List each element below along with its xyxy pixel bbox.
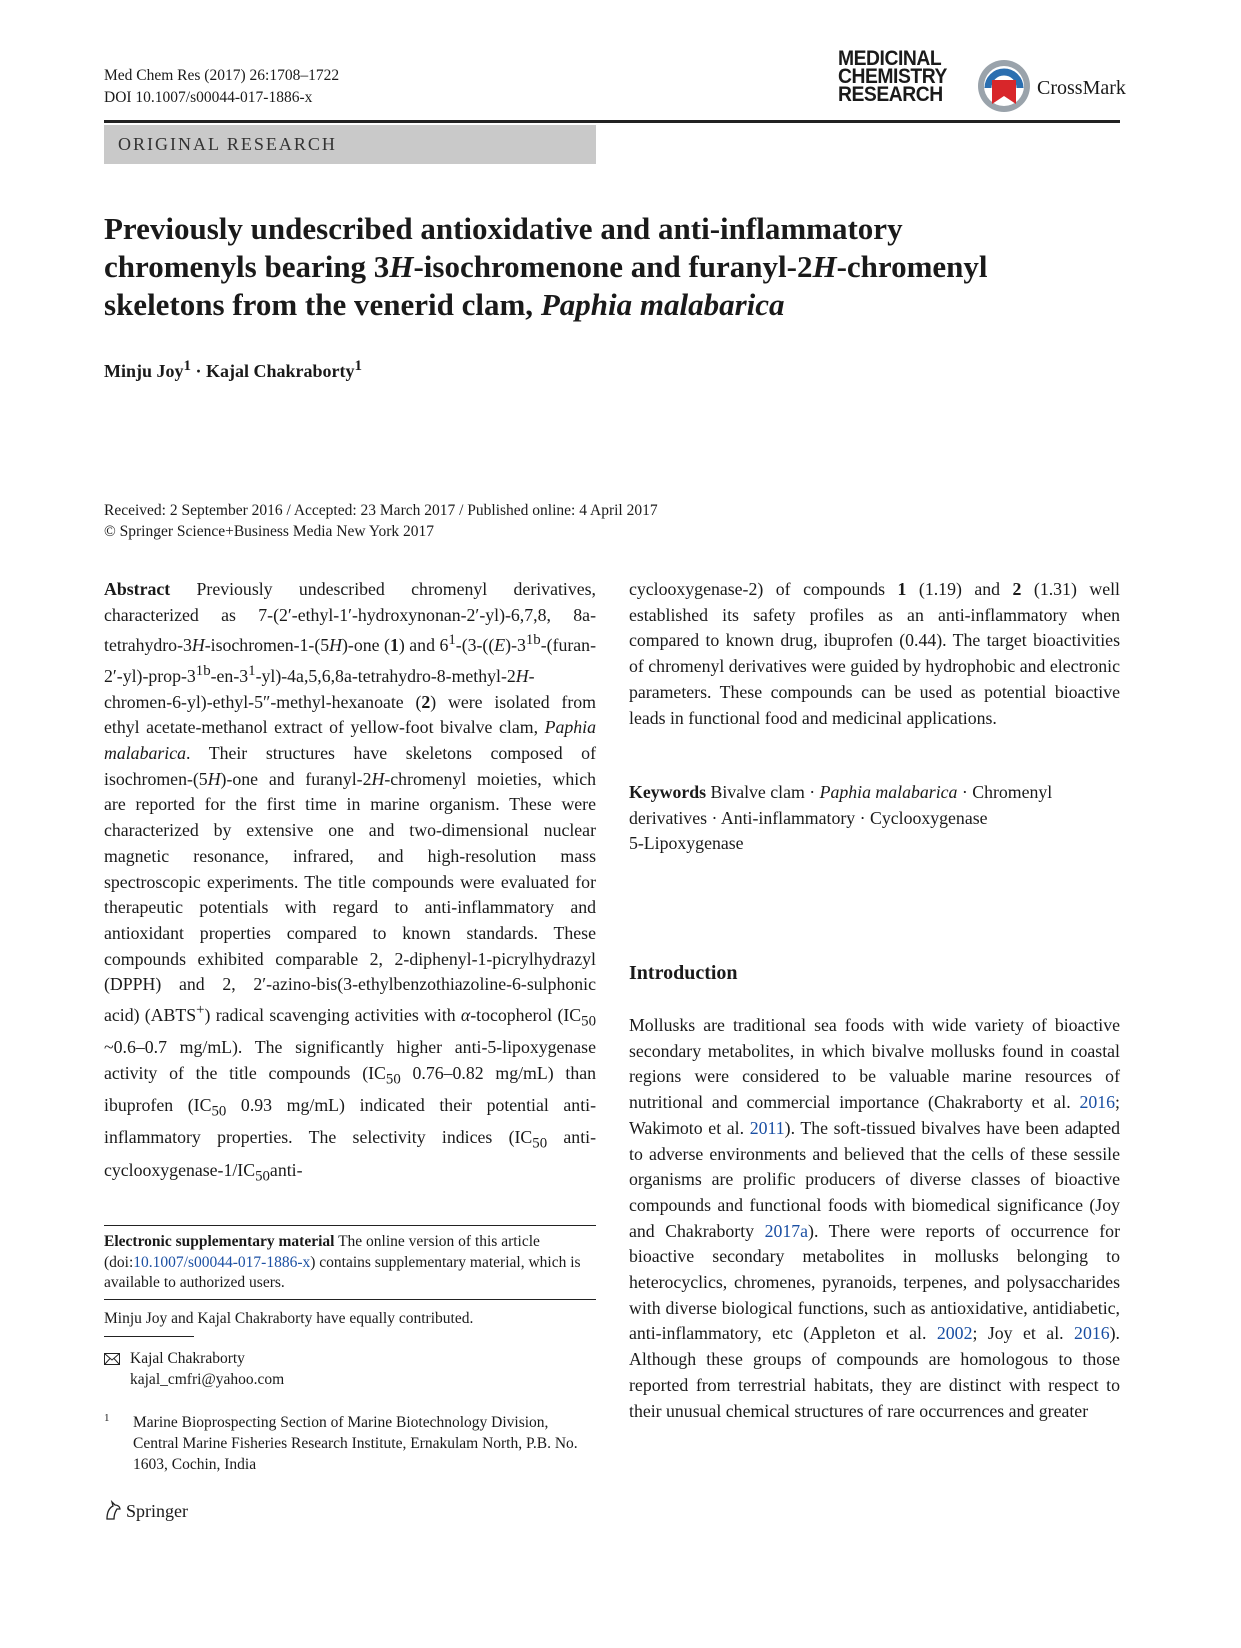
author-1-affiliation: 1	[183, 358, 192, 374]
keyword[interactable]: Paphia malabarica	[819, 782, 958, 802]
corresponding-email[interactable]: kajal_cmfri@yahoo.com	[130, 1371, 285, 1388]
supp-doi-link[interactable]: 10.1007/s00044-017-1886-x	[133, 1253, 311, 1271]
journal-citation-block	[104, 65, 339, 109]
abstract-left-column: Abstract Previously undescribed chromenyl derivatives, characterized as 7-(2′-ethyl-1′-hydroxynonan-2′-yl)-6,7,8, 8a-tetrahydro-3H-isochromen-1-(5H)-one (1) and $6^1-(3-((E)-3^{1b}-(furan-2'-yl)-prop-3^{1b}-en-3^1-yl)-4a,5,6,8a-tetrahydro-8-methyl-2H-chromen-6-yl)-ethyl-5''-methyl$-hexanoate (2) were isolated from ethyl acetate-methanol extract of yellow-foot bivalve clam, Paphia malabarica. Their structures have skeletons composed of isochromen-(5H)-one and furanyl-2H-chromenyl moieties, which are reported for the first time in marine organism. These were characterized by extensive one and two-dimensional nuclear magnetic resonance, infrared, and high-resolution mass spectroscopic experiments. The title compounds were evaluated for therapeutic potentials with regard to anti-inflammatory and antioxidant properties compared to known standards. These compounds exhibited comparable 2, 2-diphenyl-1-picrylhydrazyl (DPPH) and 2, 2′-azino-bis(3-ethylbenzothiazoline-6-sulphonic acid) (ABTS+) radical scavenging activities with α-tocopherol ($IC_{50}$ ~0.6–0.7 mg/mL). The significantly higher anti-5-lipoxygenase activity of the title compounds ($IC_{50}$ 0.76–0.82 mg/mL) than ibuprofen ($IC_{50}$ 0.93 mg/mL) indicated their potential anti-inflammatory properties. The selectivity indices ($IC_{50}$ anti-$cyclooxygenase-1/IC_{50}anti-$	[104, 579, 597, 1185]
keyword[interactable]: Chromenyl derivatives	[629, 782, 1053, 828]
keyword[interactable]: Bivalve clam	[710, 782, 805, 802]
intro-text: ). There were reports of occurrence for bioactive secondary metabolites in mollusks belonging to heterocyclics, chromenes, pyranoids, terpenes, and polysaccharides with diverse biological functions, such as antioxidative, antidiabetic, anti-inflammatory, etc (Appleton et al.	[629, 1220, 1120, 1344]
history-dates: Received: 2 September 2016 / Accepted: 23 March 2017 / Published online: 4 April 2017	[104, 502, 658, 519]
keywords-heading: Keywords	[629, 782, 707, 802]
authors: Minju Joy$^1$ · Kajal Chakraborty$^1$	[104, 358, 363, 381]
journal-logo	[838, 47, 947, 106]
footnote-rule-short	[104, 1336, 194, 1337]
affiliation: Marine Bioprospecting Section of Marine Biotechnology Division, Central Marine Fisheries Research Institute, Ernakulam North, P.B. No. 1603, Cochin, India	[133, 1414, 578, 1473]
journal-citation: Med Chem Res (2017) 26:1708–1722	[104, 67, 340, 84]
journal-logo-line-1: MEDICINAL	[838, 47, 942, 70]
crossmark-label[interactable]: CrossMark	[1037, 77, 1126, 99]
journal-logo-line-2: CHEMISTRY	[838, 65, 947, 88]
introduction-body	[629, 1013, 1120, 1424]
equal-contribution-note: Minju Joy and Kajal Chakraborty have equally contributed.	[104, 1310, 474, 1327]
abstract-heading: Abstract	[104, 579, 171, 599]
crossmark-icon[interactable]	[976, 58, 1032, 114]
footnote-rule	[104, 1225, 596, 1226]
publisher-name: Springer	[126, 1501, 188, 1521]
supp-text: The online version of this article (doi:	[104, 1233, 540, 1271]
publisher-footer	[104, 1500, 188, 1522]
intro-text: ). The soft-tissued bivalves have been adapted to adverse environments and believed that the cells of these sessile organisms are prolific producers of diverse classes of bioactive compounds and functional foods with biomedical significance (Joy and Chakraborty	[629, 1117, 1120, 1241]
publication-dates	[104, 500, 658, 542]
supp-heading: Electronic supplementary material	[104, 1233, 335, 1250]
author-2[interactable]: Kajal Chakraborty	[206, 361, 355, 381]
author-2-affiliation: 1	[354, 358, 363, 374]
intro-text: ). Although these groups of compounds are homologous to those reported from terrestrial habitats, they are distinct with respect to their unusual chemical structures of rare occurrences and greater	[629, 1323, 1120, 1421]
citation-link[interactable]: 2016	[1074, 1323, 1110, 1344]
footnote-rule	[104, 1299, 596, 1300]
citation-link[interactable]: 2002	[936, 1323, 973, 1344]
supp-text: ) contains supplementary material, which is available to authorized users.	[104, 1253, 581, 1291]
citation-link[interactable]: 2011	[749, 1117, 785, 1138]
intro-text: Mollusks are traditional sea foods with wide variety of bioactive secondary metabolites, in which bivalve mollusks found in coastal regions were considered to be valuable marine resources of nutritional and commercial importance (Chakraborty et al.	[629, 1015, 1120, 1113]
keyword[interactable]: Cyclooxygenase	[870, 807, 988, 828]
author-1[interactable]: Minju Joy	[104, 361, 184, 381]
doi: DOI 10.1007/s00044-017-1886-x	[104, 89, 313, 106]
header-rule	[104, 120, 1120, 123]
corresponding-name: Kajal Chakraborty	[130, 1350, 245, 1367]
envelope-icon	[104, 1353, 120, 1365]
copyright: © Springer Science+Business Media New York 2017	[104, 523, 435, 540]
corresponding-author	[104, 1348, 284, 1390]
article-title: Previously undescribed antioxidative and anti-inflammatory chromenyls bearing 3H-isochromenone and furanyl-2H-chromenyl skeletons from the venerid clam, Paphia malabarica	[104, 211, 988, 322]
intro-text: ; Wakimoto et al.	[629, 1092, 1120, 1138]
abstract-right-column: cyclooxygenase-2) of compounds 1 (1.19) and 2 (1.31) well established its safety profiles as an anti-inflammatory when compared to known drug, ibuprofen (0.44). The target bioactivities of chromenyl derivatives were guided by hydrophobic and electronic parameters. These compounds can be used as potential bioactive leads in functional food and medicinal applications.	[629, 579, 1120, 728]
keyword[interactable]: Anti-inflammatory	[720, 807, 856, 828]
keyword[interactable]: 5-Lipoxygenase	[629, 833, 744, 854]
citation-link[interactable]: 2016	[1079, 1092, 1116, 1113]
springer-horse-icon	[104, 1500, 122, 1520]
journal-logo-line-3: RESEARCH	[838, 83, 943, 106]
supplementary-note	[104, 1232, 596, 1294]
citation-link[interactable]: 2017a	[764, 1220, 809, 1241]
intro-text: ; Joy et al.	[972, 1323, 1075, 1344]
section-label: ORIGINAL RESEARCH	[104, 125, 596, 164]
keywords: Keywords Bivalve clam · Paphia malabarica · Chromenyl derivatives · Anti-inflammatory · Cyclooxygenase 5-Lipoxygenase	[629, 782, 1053, 854]
affiliation-number: 1	[104, 1412, 110, 1424]
introduction-heading: Introduction	[629, 962, 738, 984]
